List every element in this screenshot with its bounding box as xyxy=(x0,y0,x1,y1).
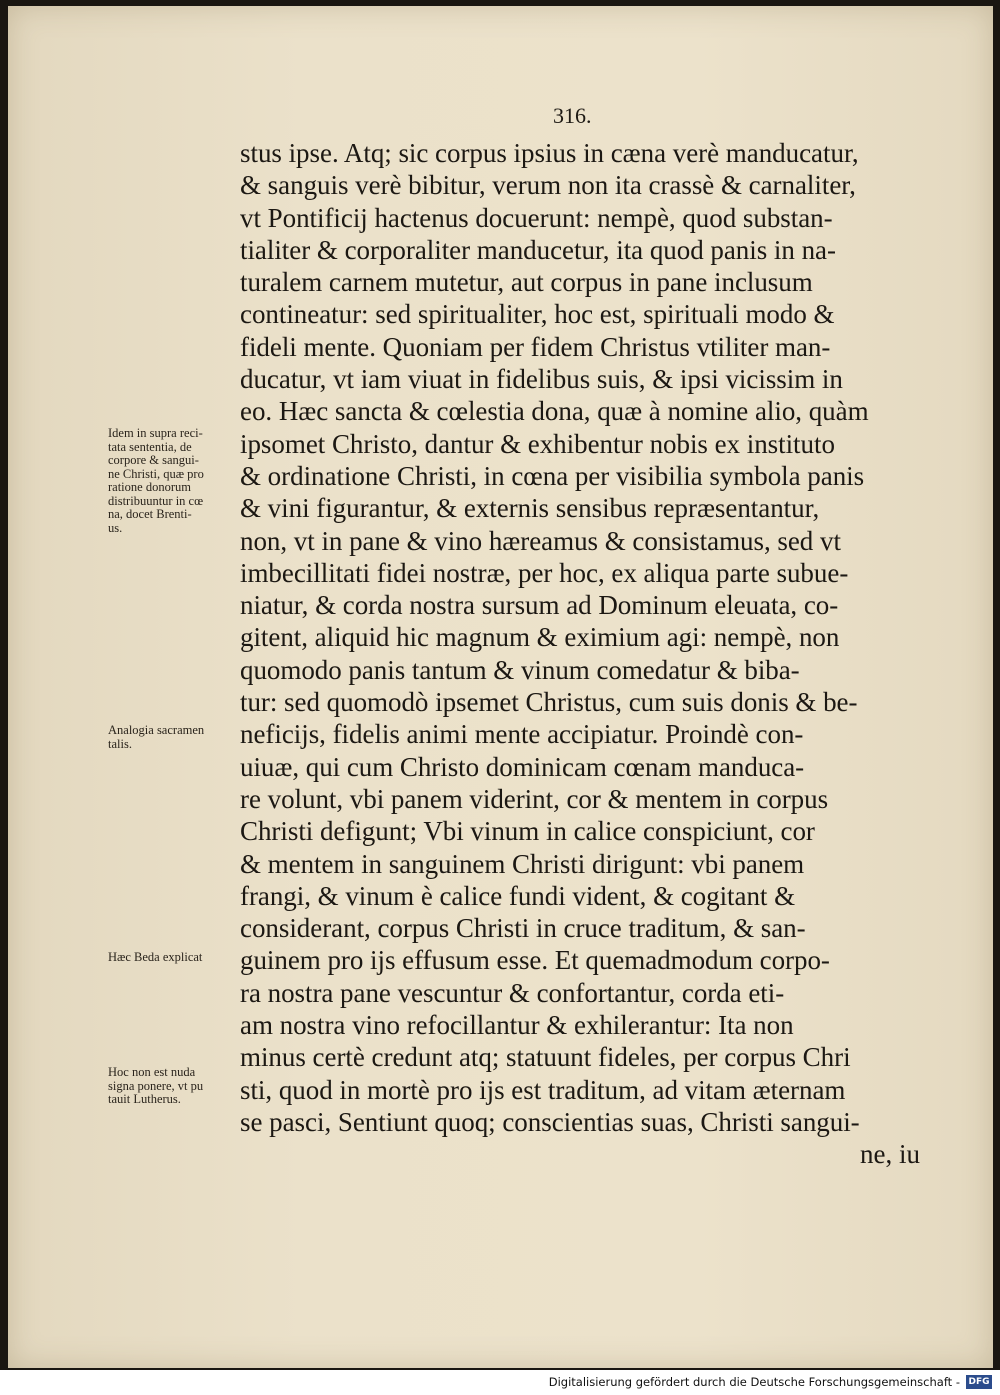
footer-bar xyxy=(0,1370,1000,1395)
text-line: Christi defigunt; Vbi vinum in calice conspiciunt, cor xyxy=(240,816,815,847)
gloss-line: signa ponere, vt pu xyxy=(108,1078,204,1093)
gloss-line: distribuuntur in cœ xyxy=(108,493,204,508)
text-line: ipsomet Christo, dantur & exhibentur nobis ex instituto xyxy=(240,428,835,459)
text-line: se pasci, Sentiunt quoq; conscientias suas, Christi sangui- xyxy=(240,1106,860,1137)
page-number: 316. xyxy=(553,103,592,128)
marginal-gloss-brentius xyxy=(108,427,248,535)
text-line: imbecillitati fidei nostræ, per hoc, ex aliqua parte subue- xyxy=(240,557,849,588)
text-line: & sanguis verè bibitur, verum non ita crassè & carnaliter, xyxy=(240,170,856,201)
text-line: ducatur, vt iam viuat in fidelibus suis, & ipsi vicissim in xyxy=(240,364,843,395)
text-line: fideli mente. Quoniam per fidem Christus vtiliter man- xyxy=(240,331,831,362)
gloss-line: Hoc non est nuda xyxy=(108,1065,196,1079)
text-line: & ordinatione Christi, in cœna per visibilia symbola panis xyxy=(240,460,865,491)
gloss-line: talis. xyxy=(108,736,132,751)
text-line: ra nostra pane vescuntur & confortantur, corda eti- xyxy=(240,977,785,1008)
text-line: stus ipse. Atq; sic corpus ipsius in cæna verè manducatur, xyxy=(240,138,859,168)
text-line: & mentem in sanguinem Christi dirigunt: vbi panem xyxy=(240,848,805,879)
text-line: ne, iu xyxy=(860,1139,920,1170)
text-line: vt Pontificij hactenus docuerunt: nempè, quod substan- xyxy=(240,202,833,233)
text-line: considerant, corpus Christi in cruce traditum, & san- xyxy=(240,913,806,944)
gloss-line: Idem in supra reci- xyxy=(108,426,203,440)
marginal-gloss-analogia xyxy=(108,724,248,751)
text-line: neficijs, fidelis animi mente accipiatur. Proindè con- xyxy=(240,719,804,750)
gloss-line: us. xyxy=(108,520,123,535)
text-line: minus certè credunt atq; statuunt fideles, per corpus Chri xyxy=(240,1042,851,1073)
gloss-line: na, docet Brenti- xyxy=(108,507,192,521)
gloss-line: ratione donorum xyxy=(108,480,191,494)
dfg-logo: DFG xyxy=(966,1375,992,1389)
footer-credit: Digitalisierung gefördert durch die Deutsche Forschungsgemeinschaft - xyxy=(548,1375,960,1389)
gloss-line: ne Christi, quæ pro xyxy=(108,466,204,481)
main-text-block xyxy=(240,137,930,1171)
gloss-line: corpore & sangui- xyxy=(108,453,199,467)
text-line: tialiter & corporaliter manducetur, ita quod panis in na- xyxy=(240,234,836,265)
text-line: & vini figurantur, & externis sensibus repræsentantur, xyxy=(240,493,820,524)
marginal-gloss-lutherus xyxy=(108,1066,248,1107)
text-line: tur: sed quomodò ipsemet Christus, cum suis donis & be- xyxy=(240,687,858,718)
text-line: turalem carnem mutetur, aut corpus in pane inclusum xyxy=(240,267,813,298)
text-line: sti, quod in mortè pro ijs est traditum, ad vitam æternam xyxy=(240,1074,846,1105)
text-line: niatur, & corda nostra sursum ad Dominum eleuata, co- xyxy=(240,590,839,621)
text-line: eo. Hæc sancta & cœlestia dona, quæ à nomine alio, quàm xyxy=(240,396,869,427)
gloss-line: tata sententia, de xyxy=(108,439,192,454)
text-line: gitent, aliquid hic magnum & eximium agi: nempè, non xyxy=(240,622,840,653)
text-line: uiuæ, qui cum Christo dominicam cœnam manduca- xyxy=(240,751,805,782)
text-line: contineatur: sed spiritualiter, hoc est, spirituali modo & xyxy=(240,299,835,330)
text-line: re volunt, vbi panem viderint, cor & mentem in corpus xyxy=(240,783,829,814)
text-line: frangi, & vinum è calice fundi vident, & cogitant & xyxy=(240,880,796,911)
text-line: guinem pro ijs effusum esse. Et quemadmodum corpo- xyxy=(240,945,830,976)
text-line: am nostra vino refocillantur & exhilerantur: Ita non xyxy=(240,1010,794,1041)
text-line: non, vt in pane & vino hæreamus & consistamus, sed vt xyxy=(240,525,841,556)
gloss-line: Hæc Beda explicat xyxy=(108,950,203,964)
gloss-line: tauit Lutherus. xyxy=(108,1092,181,1106)
text-line: quomodo panis tantum & vinum comedatur & biba- xyxy=(240,654,800,685)
gloss-line: Analogia sacramen xyxy=(108,723,205,737)
marginal-gloss-beda xyxy=(108,951,248,965)
